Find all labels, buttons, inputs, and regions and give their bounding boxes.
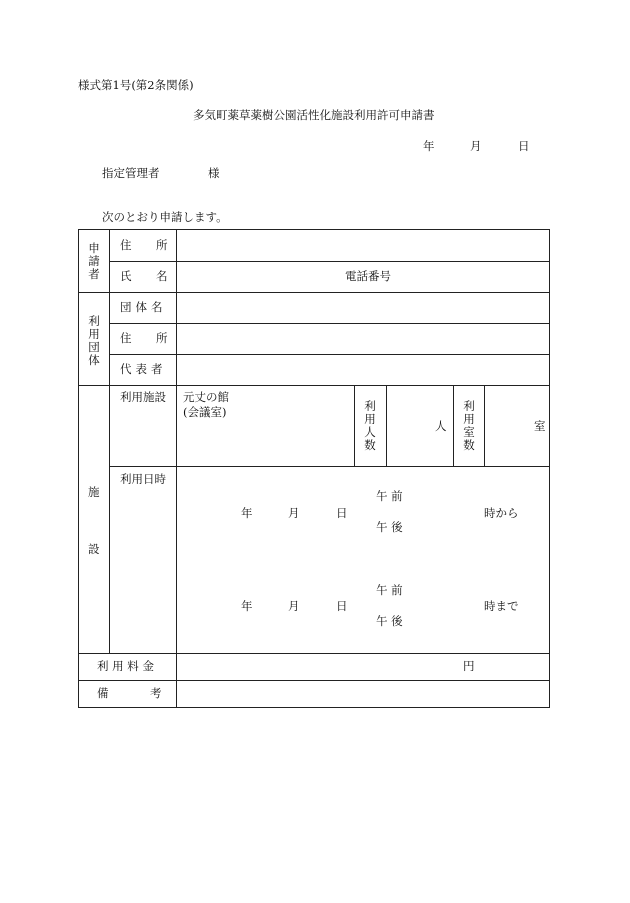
addressee: 指定管理者: [102, 166, 160, 180]
applicant-name-field[interactable]: [179, 264, 329, 289]
representative-label: 代表者: [120, 362, 167, 376]
group-name-field[interactable]: [179, 295, 545, 320]
name-label-1: 氏: [120, 269, 132, 283]
row-divider: [79, 292, 550, 293]
from-month: 月: [288, 506, 300, 520]
org-address-field[interactable]: [179, 326, 545, 351]
room-count-label: 利用室数: [463, 399, 475, 452]
date-day: 日: [518, 139, 530, 153]
use-facility-label: 利用施設: [120, 390, 166, 404]
representative-field[interactable]: [179, 357, 545, 382]
remarks-label-1: 備: [97, 686, 109, 700]
form-number: 様式第1号(第2条関係): [78, 78, 194, 92]
organization-group-label: 利用団体: [88, 314, 100, 367]
phone-field[interactable]: [399, 264, 545, 289]
fee-unit: 円: [463, 659, 475, 673]
application-form-table: [78, 229, 550, 708]
to-year: 年: [241, 599, 253, 613]
fee-field[interactable]: [179, 656, 545, 678]
datetime-label: 利用日時: [120, 472, 166, 486]
phone-label: 電話番号: [345, 269, 391, 283]
fee-label: 利 用 料 金: [97, 659, 154, 673]
room-unit: 室: [534, 419, 546, 433]
page-title: 多気町薬草薬樹公園活性化施設利用許可申請書: [193, 108, 435, 122]
person-unit: 人: [435, 419, 447, 433]
facility-name: 元丈の館: [183, 390, 229, 404]
group-name-label: 団体名: [120, 300, 167, 314]
column-divider: [453, 385, 454, 466]
column-divider: [176, 230, 177, 707]
column-divider: [354, 385, 355, 466]
addressee-honorific: 様: [208, 166, 220, 180]
facility-group-label-2: 設: [88, 542, 100, 556]
to-am-option[interactable]: 午 前: [376, 583, 403, 597]
column-divider: [386, 385, 387, 466]
applicant-address-field[interactable]: [179, 233, 545, 258]
facility-group-label-1: 施: [88, 485, 100, 499]
column-divider: [484, 385, 485, 466]
address-label-2: 所: [156, 238, 168, 252]
name-label-2: 名: [156, 269, 168, 283]
row-divider: [79, 653, 550, 654]
from-time-suffix: 時から: [484, 506, 519, 520]
column-divider: [109, 230, 110, 653]
intro-text: 次のとおり申請します。: [102, 210, 228, 224]
from-day: 日: [336, 506, 348, 520]
remarks-field[interactable]: [179, 683, 545, 705]
room-count-field[interactable]: [487, 388, 535, 463]
headcount-field[interactable]: [389, 388, 441, 463]
row-divider: [79, 680, 550, 681]
headcount-label: 利用人数: [364, 399, 376, 452]
to-day: 日: [336, 599, 348, 613]
row-divider: [79, 385, 550, 386]
date-month: 月: [470, 139, 482, 153]
from-year: 年: [241, 506, 253, 520]
from-am-option[interactable]: 午 前: [376, 489, 403, 503]
from-pm-option[interactable]: 午 後: [376, 520, 403, 534]
applicant-group-label: 申請者: [88, 241, 100, 281]
facility-room: (会議室): [183, 405, 227, 419]
org-address-label-2: 所: [156, 331, 168, 345]
to-pm-option[interactable]: 午 後: [376, 614, 403, 628]
remarks-label-2: 考: [150, 686, 162, 700]
date-year: 年: [423, 139, 435, 153]
org-address-label-1: 住: [120, 331, 132, 345]
address-label-1: 住: [120, 238, 132, 252]
to-time-suffix: 時まで: [484, 599, 519, 613]
to-month: 月: [288, 599, 300, 613]
